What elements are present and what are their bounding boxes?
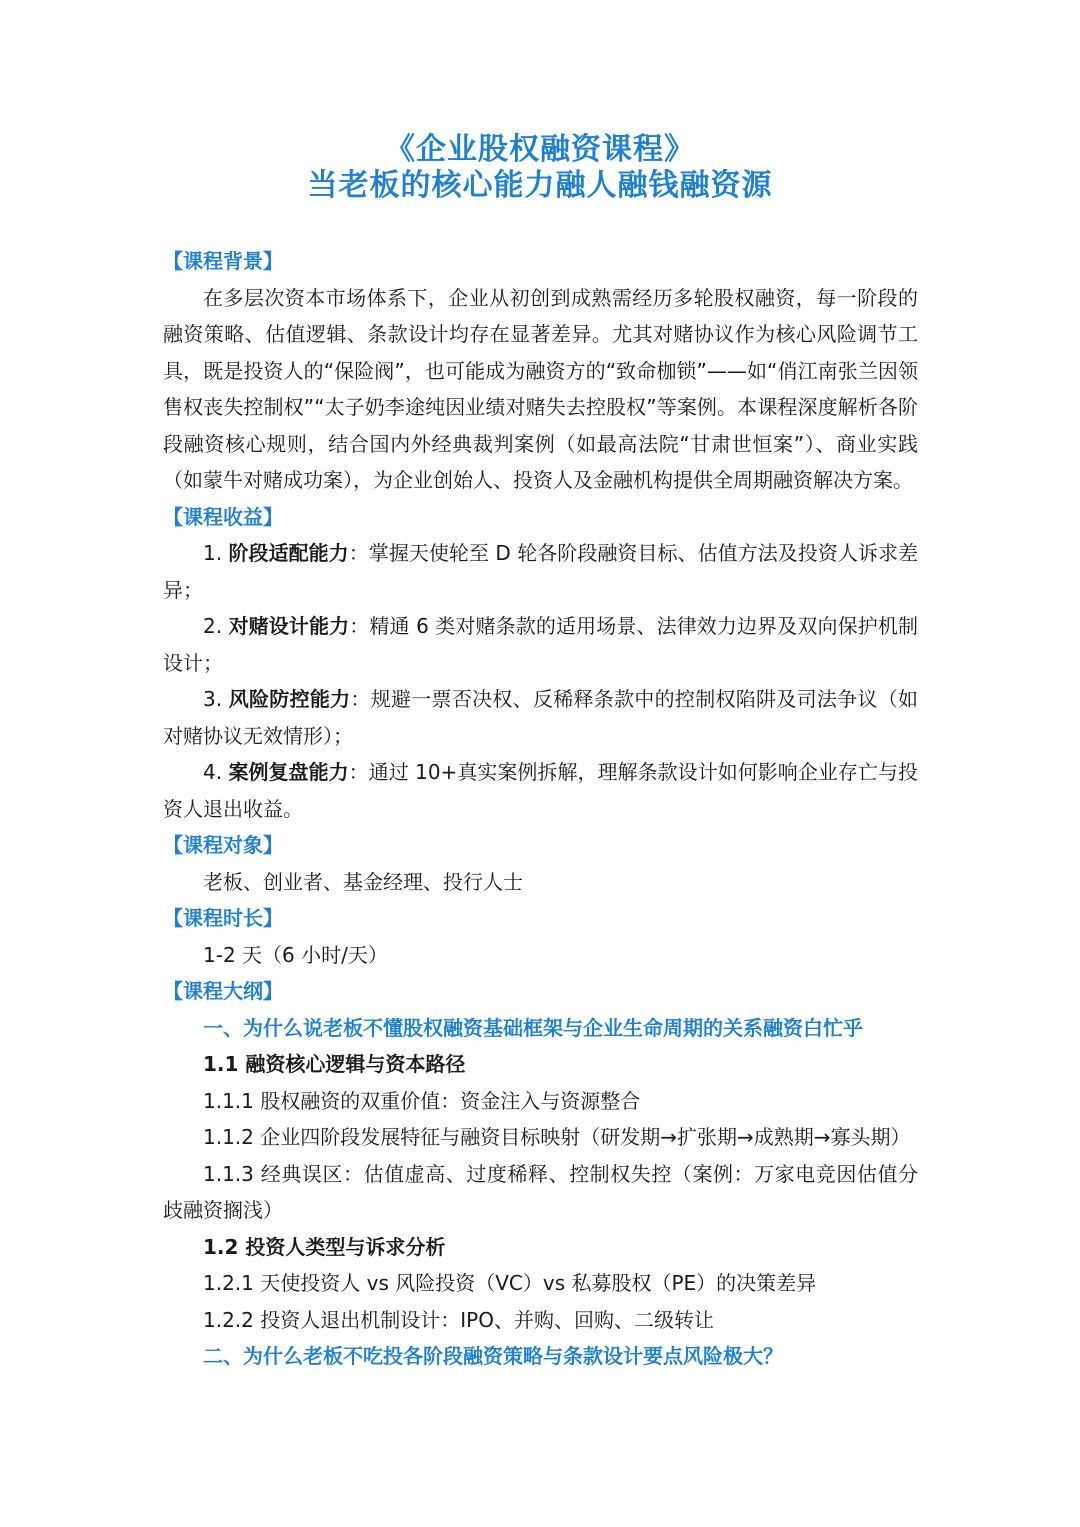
outline-section-1-2: 1.2 投资人类型与诉求分析 xyxy=(203,1234,446,1259)
outline-item-1-1-2: 1.1.2 企业四阶段发展特征与融资目标映射（研发期→扩张期→成熟期→寡头期） xyxy=(203,1125,911,1149)
benefit-number: 4. xyxy=(203,760,229,784)
document-subtitle: 当老板的核心能力融人融钱融资源 xyxy=(307,168,773,203)
benefit-item xyxy=(163,754,918,827)
benefit-number: 2. xyxy=(203,614,229,638)
section-heading-benefits: 【课程收益】 xyxy=(163,504,283,529)
outline-item-1-1-3: 1.1.3 经典误区：估值虚高、过度稀释、控制权失控（案例：万家电竞因估值分歧融资搁浅） xyxy=(163,1161,918,1222)
outline-item-1-2-2: 1.2.2 投资人退出机制设计：IPO、并购、回购、二级转让 xyxy=(203,1307,714,1332)
outline-part-1: 一、为什么说老板不懂股权融资基础框架与企业生命周期的关系融资白忙乎 xyxy=(203,1015,863,1040)
document-title: 《企业股权融资课程》 xyxy=(385,132,695,167)
outline-part-2: 二、为什么老板不吃投各阶段融资策略与条款设计要点风险极大？ xyxy=(203,1344,783,1368)
section-heading-duration: 【课程时长】 xyxy=(163,906,283,930)
benefit-item xyxy=(163,608,918,681)
section-heading-audience: 【课程对象】 xyxy=(163,833,283,857)
section-heading-background: 【课程背景】 xyxy=(163,249,283,273)
benefit-text: ：掌握天使轮至 D 轮各阶段融资目标、估值方法及投资人诉求差异； xyxy=(163,541,918,602)
background-paragraph: 在多层次资本市场体系下，企业从初创到成熟需经历多轮股权融资，每一阶段的融资策略、估值逻辑、条款设计均存在显著差异。尤其对赌协议作为核心风险调节工具，既是投资人的“保险阀”，也可能成为融资方的“致命枷锁”——如“俏江南张兰因领售权丧失控制权”“太子奶李途纯因业绩对赌失去控股权”等案例。本课程深度解析各阶段融资核心规则，结合国内外经典裁判案例（如最高法院“甘肃世恒案”）、商业实践（如蒙牛对赌成功案），为企业创始人、投资人及金融机构提供全周期融资解决方案。 xyxy=(163,285,918,492)
benefit-number: 1. xyxy=(203,541,229,565)
section-heading-outline: 【课程大纲】 xyxy=(163,979,283,1003)
benefit-number: 3. xyxy=(203,687,229,711)
document-body xyxy=(163,243,918,1375)
duration-text: 1-2 天（6 小时/天） xyxy=(203,942,388,967)
outline-item-1-2-1: 1.2.1 天使投资人 vs 风险投资（VC）vs 私募股权（PE）的决策差异 xyxy=(203,1271,817,1295)
benefit-label: 案例复盘能力 xyxy=(228,760,349,784)
benefit-text: ：规避一票否决权、反稀释条款中的控制权陷阱及司法争议（如对赌协议无效情形）； xyxy=(163,687,919,748)
audience-text: 老板、创业者、基金经理、投行人士 xyxy=(203,869,523,894)
benefit-text: ：通过 10+真实案例拆解，理解条款设计如何影响企业存亡与投资人退出收益。 xyxy=(163,760,918,821)
benefit-text: ：精通 6 类对赌条款的适用场景、法律效力边界及双向保护机制设计； xyxy=(163,614,918,675)
benefit-item xyxy=(163,535,918,608)
benefit-label: 阶段适配能力 xyxy=(228,541,349,565)
outline-section-1-1: 1.1 融资核心逻辑与资本路径 xyxy=(203,1052,466,1076)
benefit-item xyxy=(163,681,918,754)
benefit-label: 风险防控能力 xyxy=(228,687,351,711)
benefit-label: 对赌设计能力 xyxy=(228,614,350,638)
outline-item-1-1-1: 1.1.1 股权融资的双重价值：资金注入与资源整合 xyxy=(203,1088,641,1113)
